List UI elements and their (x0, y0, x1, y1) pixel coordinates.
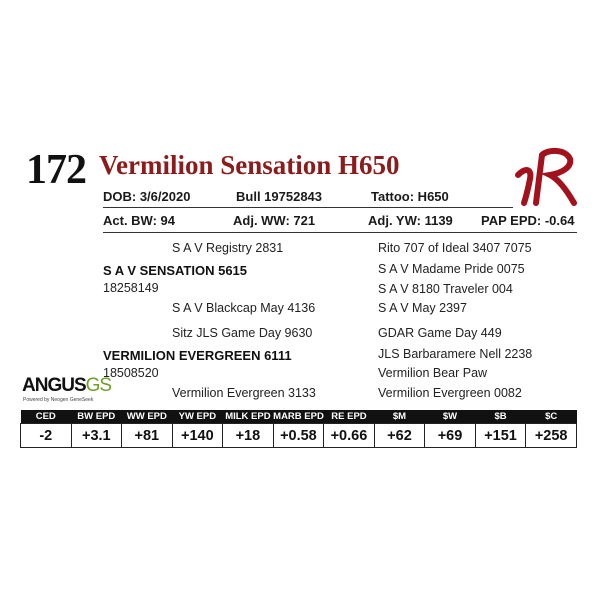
sire-dam: S A V Blackcap May 4136 (172, 301, 316, 315)
epd-header-yw: YW EPD (172, 410, 223, 424)
epd-value-milk: +18 (223, 424, 274, 448)
epd-value-dollar-b: +151 (475, 424, 526, 448)
epd-header-ced: CED (21, 410, 72, 424)
vr-brand-logo-icon (514, 145, 578, 207)
epd-header-dollar-c: $C (526, 410, 577, 424)
adjusted-yearling-weight: Adj. YW: 1139 (368, 213, 453, 228)
epd-header-marb: MARB EPD (273, 411, 324, 422)
epd-header-ww: WW EPD (122, 410, 173, 424)
lot-number: 172 (26, 147, 86, 193)
epd-header-re: RE EPD (324, 410, 375, 424)
dob: DOB: 3/6/2020 (103, 189, 191, 204)
dam-dam: Vermilion Evergreen 3133 (172, 386, 316, 400)
type-registration: Bull 19752843 (236, 189, 323, 204)
dam: VERMILION EVERGREEN 6111 (103, 348, 292, 363)
epd-value-marb: +0.58 (273, 424, 324, 448)
pedigree-4th-col-7: Vermilion Bear Paw (378, 366, 488, 380)
epd-header-milk: MILK EPD (223, 410, 274, 424)
epd-header-dollar-w: $W (425, 410, 476, 424)
angus-gs-logo (22, 375, 112, 405)
epd-value-yw: +140 (172, 424, 223, 448)
pedigree-4th-col-3: S A V 8180 Traveler 004 (378, 282, 513, 296)
tattoo: Tattoo: H650 (371, 189, 449, 204)
pedigree-4th-col-1: Rito 707 of Ideal 3407 7075 (378, 241, 532, 255)
pedigree-4th-col-2: S A V Madame Pride 0075 (378, 262, 525, 276)
pedigree-4th-col-5: GDAR Game Day 449 (378, 326, 502, 340)
epd-value-bw: +3.1 (71, 424, 122, 448)
angus-tagline: Powered by Neogen GeneSeek (23, 397, 94, 403)
epd-value-re: +0.66 (324, 424, 375, 448)
adjusted-weaning-weight: Adj. WW: 721 (233, 213, 316, 228)
epd-value-dollar-m: +62 (374, 424, 425, 448)
epd-value-dollar-w: +69 (425, 424, 476, 448)
sire-registration: 18258149 (103, 281, 159, 295)
gs-text: GS (85, 375, 112, 396)
actual-birth-weight: Act. BW: 94 (103, 213, 175, 228)
divider-line (103, 232, 577, 233)
epd-header-dollar-m: $M (374, 410, 425, 424)
dam-sire: Sitz JLS Game Day 9630 (172, 326, 313, 340)
pap-epd: PAP EPD: -0.64 (481, 213, 575, 228)
epd-value-row (21, 424, 577, 448)
epd-header-row (21, 410, 577, 424)
epd-header-bw: BW EPD (71, 410, 122, 424)
pedigree-4th-col-4: S A V May 2397 (378, 301, 467, 315)
pedigree-4th-col-8: Vermilion Evergreen 0082 (378, 386, 522, 400)
epd-value-ww: +81 (122, 424, 173, 448)
pedigree-4th-col-6: JLS Barbaramere Nell 2238 (378, 347, 533, 361)
angus-text: ANGUS (22, 375, 86, 396)
animal-name: Vermilion Sensation H650 (99, 150, 400, 180)
angus-gs-wordmark (22, 375, 111, 397)
epd-header-dollar-b: $B (475, 410, 526, 424)
sire-sire: S A V Registry 2831 (172, 241, 284, 255)
divider-line (103, 207, 513, 208)
epd-value-dollar-c: +258 (526, 424, 577, 448)
epd-table (20, 410, 577, 448)
sire: S A V SENSATION 5615 (103, 263, 248, 278)
epd-value-ced: -2 (21, 424, 72, 448)
dam-registration: 18508520 (103, 366, 159, 380)
